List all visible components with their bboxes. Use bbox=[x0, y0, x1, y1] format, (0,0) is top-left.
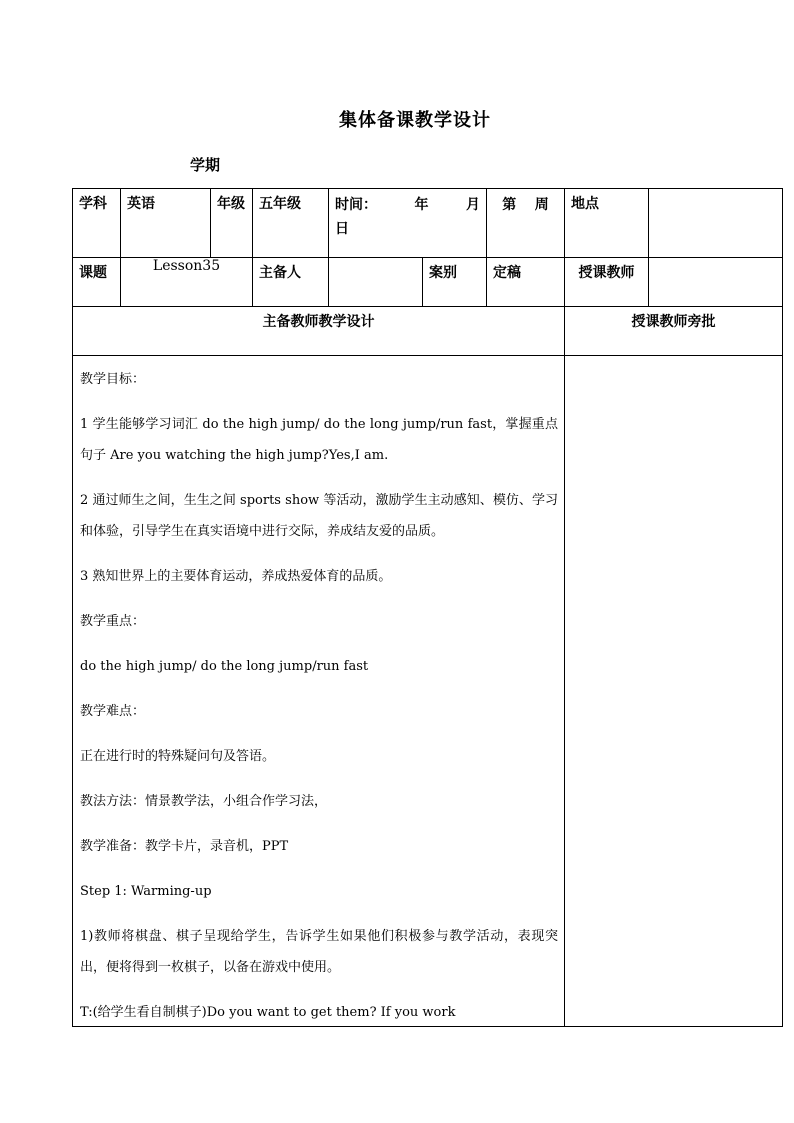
time-day: 日 bbox=[335, 221, 349, 237]
week-label-2: 周 bbox=[534, 197, 549, 213]
section-heading-row bbox=[73, 307, 783, 356]
design-content bbox=[73, 356, 565, 1027]
objective-2: 2 通过师生之间，生生之间 sports show 等活动，激励学生主动感知、模仿、学习和体验，引导学生在真实语境中进行交际，养成结友爱的品质。 bbox=[80, 493, 558, 539]
difficulties-heading: 教学难点： bbox=[80, 704, 146, 719]
difficulties: 正在进行时的特殊疑问句及答语。 bbox=[80, 749, 276, 764]
step-1-dialogue: T:(给学生看自制棋子)Do you want to get them? If you work bbox=[80, 1005, 456, 1020]
grade-label: 年级 bbox=[211, 189, 253, 258]
objective-3: 3 熟知世界上的主要体育运动，养成热爱体育的品质。 bbox=[80, 569, 392, 584]
lead-value bbox=[329, 258, 423, 307]
teacher-label: 授课教师 bbox=[565, 258, 649, 307]
header-row-2 bbox=[73, 258, 783, 307]
header-row-1 bbox=[73, 189, 783, 258]
time-year: 年 bbox=[414, 197, 429, 213]
objective-1: 1 学生能够学习词汇 do the high jump/ do the long jump/run fast，掌握重点句子 Are you watching the high jump?Yes,I am. bbox=[80, 417, 558, 463]
time-label: 时间： bbox=[335, 197, 377, 213]
lead-label: 主备人 bbox=[253, 258, 329, 307]
grade-value: 五年级 bbox=[253, 189, 329, 258]
content-row bbox=[73, 356, 783, 1027]
design-heading: 主备教师教学设计 bbox=[73, 307, 565, 356]
term-label: 学期 bbox=[190, 156, 221, 174]
topic-value: Lesson35 bbox=[121, 258, 253, 307]
notes-heading: 授课教师旁批 bbox=[565, 307, 783, 356]
notes-content bbox=[565, 356, 783, 1027]
subject-label: 学科 bbox=[73, 189, 121, 258]
teacher-value bbox=[649, 258, 783, 307]
teaching-methods: 教法方法：情景教学法，小组合作学习法， bbox=[80, 794, 328, 809]
step-1-activity: 1)教师将棋盘、棋子呈现给学生，告诉学生如果他们积极参与教学活动，表现突出，便将得到一枚棋子，以备在游戏中使用。 bbox=[80, 929, 558, 975]
week-cell bbox=[487, 189, 565, 258]
topic-label: 课题 bbox=[73, 258, 121, 307]
place-value bbox=[649, 189, 783, 258]
time-cell bbox=[329, 189, 487, 258]
document-title: 集体备课教学设计 bbox=[339, 110, 491, 131]
lesson-plan-table bbox=[72, 188, 783, 1027]
case-value: 定稿 bbox=[487, 258, 565, 307]
time-month: 月 bbox=[466, 197, 480, 213]
case-label: 案别 bbox=[423, 258, 487, 307]
objectives-heading: 教学目标： bbox=[80, 372, 146, 387]
key-points: do the high jump/ do the long jump/run fast bbox=[80, 659, 369, 674]
week-label-1: 第 bbox=[502, 197, 517, 213]
step-1-heading: Step 1: Warming-up bbox=[80, 884, 212, 899]
place-label: 地点 bbox=[565, 189, 649, 258]
subject-value: 英语 bbox=[121, 189, 211, 258]
key-points-heading: 教学重点： bbox=[80, 614, 146, 629]
teaching-preparation: 教学准备：教学卡片，录音机，PPT bbox=[80, 839, 289, 854]
